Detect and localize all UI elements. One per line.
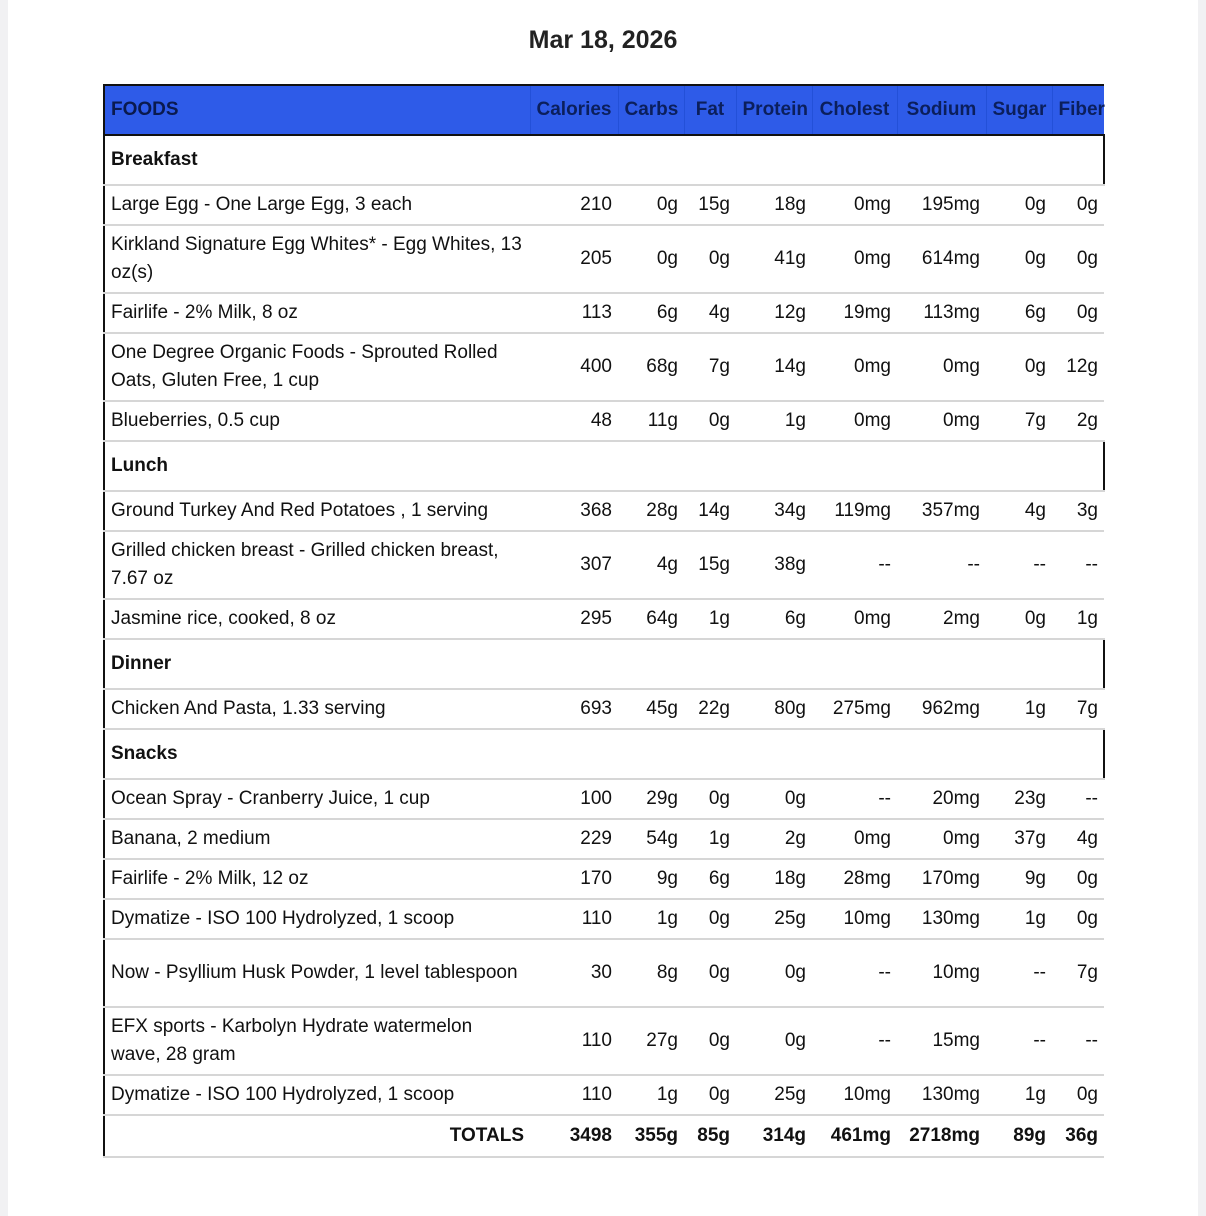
- food-protein: 0g: [736, 1007, 812, 1075]
- food-cholest: 0mg: [812, 819, 897, 859]
- meal-header-row: [104, 639, 1104, 689]
- food-fat: 7g: [684, 333, 736, 401]
- meal-header-row: [104, 729, 1104, 779]
- food-carbs: 64g: [618, 599, 684, 639]
- food-sodium: 0mg: [897, 819, 986, 859]
- food-calories: 210: [530, 185, 618, 225]
- food-protein: 80g: [736, 689, 812, 729]
- food-cholest: 275mg: [812, 689, 897, 729]
- food-carbs: 45g: [618, 689, 684, 729]
- food-sugar: 6g: [986, 293, 1052, 333]
- food-fiber: 4g: [1052, 819, 1104, 859]
- totals-carbs: 355g: [618, 1115, 684, 1157]
- food-fat: 14g: [684, 491, 736, 531]
- food-name: Banana, 2 medium: [104, 819, 530, 859]
- food-row: [104, 531, 1104, 599]
- food-protein: 38g: [736, 531, 812, 599]
- food-carbs: 4g: [618, 531, 684, 599]
- food-row: [104, 819, 1104, 859]
- food-sugar: 7g: [986, 401, 1052, 441]
- food-protein: 14g: [736, 333, 812, 401]
- food-carbs: 1g: [618, 1075, 684, 1115]
- totals-label: TOTALS: [104, 1115, 530, 1157]
- food-row: [104, 1075, 1104, 1115]
- food-cholest: 10mg: [812, 1075, 897, 1115]
- column-header-cholest: Cholest: [812, 85, 897, 135]
- column-header-calories: Calories: [530, 85, 618, 135]
- food-fiber: 2g: [1052, 401, 1104, 441]
- food-name: EFX sports - Karbolyn Hydrate watermelon wave, 28 gram: [104, 1007, 530, 1075]
- food-row: [104, 225, 1104, 293]
- food-fat: 22g: [684, 689, 736, 729]
- totals-cholest: 461mg: [812, 1115, 897, 1157]
- food-sugar: --: [986, 939, 1052, 1007]
- food-protein: 0g: [736, 939, 812, 1007]
- food-sodium: 195mg: [897, 185, 986, 225]
- food-sugar: 23g: [986, 779, 1052, 819]
- food-fiber: 1g: [1052, 599, 1104, 639]
- food-row: [104, 899, 1104, 939]
- food-sodium: 10mg: [897, 939, 986, 1007]
- food-sodium: 20mg: [897, 779, 986, 819]
- food-fiber: --: [1052, 779, 1104, 819]
- food-sodium: 614mg: [897, 225, 986, 293]
- column-header-sugar: Sugar: [986, 85, 1052, 135]
- food-fiber: 0g: [1052, 899, 1104, 939]
- food-sodium: 0mg: [897, 401, 986, 441]
- food-protein: 41g: [736, 225, 812, 293]
- meal-header-row: [104, 135, 1104, 185]
- food-carbs: 27g: [618, 1007, 684, 1075]
- food-diary-table: [103, 84, 1105, 1158]
- food-fat: 0g: [684, 899, 736, 939]
- food-calories: 100: [530, 779, 618, 819]
- food-calories: 229: [530, 819, 618, 859]
- meal-name: Snacks: [104, 729, 1104, 779]
- food-protein: 18g: [736, 185, 812, 225]
- totals-fiber: 36g: [1052, 1115, 1104, 1157]
- food-sugar: 1g: [986, 689, 1052, 729]
- column-header-fat: Fat: [684, 85, 736, 135]
- food-row: [104, 333, 1104, 401]
- column-header-fiber: Fiber: [1052, 85, 1104, 135]
- food-carbs: 28g: [618, 491, 684, 531]
- table-body: [104, 135, 1104, 1115]
- food-fiber: 7g: [1052, 939, 1104, 1007]
- food-sugar: 0g: [986, 185, 1052, 225]
- food-fiber: --: [1052, 1007, 1104, 1075]
- food-sodium: 15mg: [897, 1007, 986, 1075]
- food-sugar: --: [986, 1007, 1052, 1075]
- food-name: Ground Turkey And Red Potatoes , 1 serving: [104, 491, 530, 531]
- food-calories: 307: [530, 531, 618, 599]
- column-header-protein: Protein: [736, 85, 812, 135]
- food-fat: 0g: [684, 939, 736, 1007]
- food-carbs: 9g: [618, 859, 684, 899]
- meal-header-row: [104, 441, 1104, 491]
- food-name: Fairlife - 2% Milk, 12 oz: [104, 859, 530, 899]
- food-cholest: 119mg: [812, 491, 897, 531]
- food-fiber: 0g: [1052, 859, 1104, 899]
- food-sugar: 0g: [986, 225, 1052, 293]
- food-cholest: 0mg: [812, 333, 897, 401]
- food-calories: 693: [530, 689, 618, 729]
- food-carbs: 68g: [618, 333, 684, 401]
- food-cholest: 0mg: [812, 401, 897, 441]
- food-name: Now - Psyllium Husk Powder, 1 level tablespoon: [104, 939, 530, 1007]
- food-carbs: 6g: [618, 293, 684, 333]
- food-calories: 295: [530, 599, 618, 639]
- food-row: [104, 185, 1104, 225]
- food-cholest: --: [812, 939, 897, 1007]
- food-calories: 113: [530, 293, 618, 333]
- totals-sodium: 2718mg: [897, 1115, 986, 1157]
- meal-name: Dinner: [104, 639, 1104, 689]
- food-name: Chicken And Pasta, 1.33 serving: [104, 689, 530, 729]
- food-cholest: 10mg: [812, 899, 897, 939]
- food-protein: 25g: [736, 899, 812, 939]
- food-protein: 12g: [736, 293, 812, 333]
- food-sodium: --: [897, 531, 986, 599]
- food-carbs: 0g: [618, 225, 684, 293]
- food-calories: 400: [530, 333, 618, 401]
- food-calories: 110: [530, 899, 618, 939]
- food-row: [104, 401, 1104, 441]
- food-name: Kirkland Signature Egg Whites* - Egg Whites, 13 oz(s): [104, 225, 530, 293]
- food-fat: 0g: [684, 779, 736, 819]
- food-fiber: 0g: [1052, 1075, 1104, 1115]
- food-row: [104, 1007, 1104, 1075]
- food-fat: 15g: [684, 185, 736, 225]
- food-name: Dymatize - ISO 100 Hydrolyzed, 1 scoop: [104, 1075, 530, 1115]
- food-fat: 0g: [684, 225, 736, 293]
- food-sugar: 0g: [986, 333, 1052, 401]
- food-calories: 30: [530, 939, 618, 1007]
- food-fat: 0g: [684, 1007, 736, 1075]
- food-fiber: 12g: [1052, 333, 1104, 401]
- food-name: Fairlife - 2% Milk, 8 oz: [104, 293, 530, 333]
- food-fiber: 0g: [1052, 293, 1104, 333]
- food-row: [104, 939, 1104, 1007]
- food-sodium: 130mg: [897, 1075, 986, 1115]
- food-fat: 1g: [684, 599, 736, 639]
- food-cholest: --: [812, 531, 897, 599]
- food-carbs: 11g: [618, 401, 684, 441]
- food-cholest: 28mg: [812, 859, 897, 899]
- report-date: Mar 18, 2026: [528, 26, 678, 54]
- food-calories: 170: [530, 859, 618, 899]
- food-carbs: 54g: [618, 819, 684, 859]
- food-sodium: 2mg: [897, 599, 986, 639]
- totals-calories: 3498: [530, 1115, 618, 1157]
- food-fiber: 0g: [1052, 185, 1104, 225]
- food-sugar: 0g: [986, 599, 1052, 639]
- food-name: Dymatize - ISO 100 Hydrolyzed, 1 scoop: [104, 899, 530, 939]
- food-name: Ocean Spray - Cranberry Juice, 1 cup: [104, 779, 530, 819]
- food-name: Large Egg - One Large Egg, 3 each: [104, 185, 530, 225]
- food-calories: 368: [530, 491, 618, 531]
- column-header-sodium: Sodium: [897, 85, 986, 135]
- report-page: [8, 0, 1198, 1216]
- totals-protein: 314g: [736, 1115, 812, 1157]
- food-row: [104, 689, 1104, 729]
- food-sugar: 1g: [986, 1075, 1052, 1115]
- food-row: [104, 599, 1104, 639]
- food-name: One Degree Organic Foods - Sprouted Rolled Oats, Gluten Free, 1 cup: [104, 333, 530, 401]
- food-row: [104, 779, 1104, 819]
- food-sodium: 170mg: [897, 859, 986, 899]
- food-carbs: 0g: [618, 185, 684, 225]
- food-fat: 4g: [684, 293, 736, 333]
- food-fat: 1g: [684, 819, 736, 859]
- food-calories: 48: [530, 401, 618, 441]
- food-carbs: 1g: [618, 899, 684, 939]
- food-row: [104, 491, 1104, 531]
- food-fiber: 3g: [1052, 491, 1104, 531]
- food-cholest: --: [812, 1007, 897, 1075]
- food-cholest: --: [812, 779, 897, 819]
- food-cholest: 0mg: [812, 225, 897, 293]
- food-calories: 205: [530, 225, 618, 293]
- food-sodium: 962mg: [897, 689, 986, 729]
- food-fat: 0g: [684, 401, 736, 441]
- food-sodium: 357mg: [897, 491, 986, 531]
- food-row: [104, 859, 1104, 899]
- food-fiber: 0g: [1052, 225, 1104, 293]
- food-fiber: 7g: [1052, 689, 1104, 729]
- food-carbs: 29g: [618, 779, 684, 819]
- food-calories: 110: [530, 1007, 618, 1075]
- food-protein: 2g: [736, 819, 812, 859]
- column-header-carbs: Carbs: [618, 85, 684, 135]
- food-fat: 0g: [684, 1075, 736, 1115]
- food-sodium: 113mg: [897, 293, 986, 333]
- food-fiber: --: [1052, 531, 1104, 599]
- meal-name: Breakfast: [104, 135, 1104, 185]
- food-protein: 18g: [736, 859, 812, 899]
- meal-name: Lunch: [104, 441, 1104, 491]
- food-protein: 25g: [736, 1075, 812, 1115]
- food-sugar: --: [986, 531, 1052, 599]
- food-protein: 6g: [736, 599, 812, 639]
- food-sugar: 1g: [986, 899, 1052, 939]
- food-protein: 0g: [736, 779, 812, 819]
- food-sodium: 0mg: [897, 333, 986, 401]
- table-header-row: [104, 85, 1104, 135]
- column-header-foods: FOODS: [104, 85, 530, 135]
- food-name: Blueberries, 0.5 cup: [104, 401, 530, 441]
- food-fat: 6g: [684, 859, 736, 899]
- totals-sugar: 89g: [986, 1115, 1052, 1157]
- food-sugar: 4g: [986, 491, 1052, 531]
- food-name: Jasmine rice, cooked, 8 oz: [104, 599, 530, 639]
- totals-row: [104, 1115, 1104, 1157]
- food-calories: 110: [530, 1075, 618, 1115]
- food-sugar: 37g: [986, 819, 1052, 859]
- food-cholest: 0mg: [812, 185, 897, 225]
- food-protein: 34g: [736, 491, 812, 531]
- totals-fat: 85g: [684, 1115, 736, 1157]
- food-name: Grilled chicken breast - Grilled chicken breast, 7.67 oz: [104, 531, 530, 599]
- food-cholest: 0mg: [812, 599, 897, 639]
- food-protein: 1g: [736, 401, 812, 441]
- food-row: [104, 293, 1104, 333]
- food-carbs: 8g: [618, 939, 684, 1007]
- food-sugar: 9g: [986, 859, 1052, 899]
- food-sodium: 130mg: [897, 899, 986, 939]
- food-fat: 15g: [684, 531, 736, 599]
- food-cholest: 19mg: [812, 293, 897, 333]
